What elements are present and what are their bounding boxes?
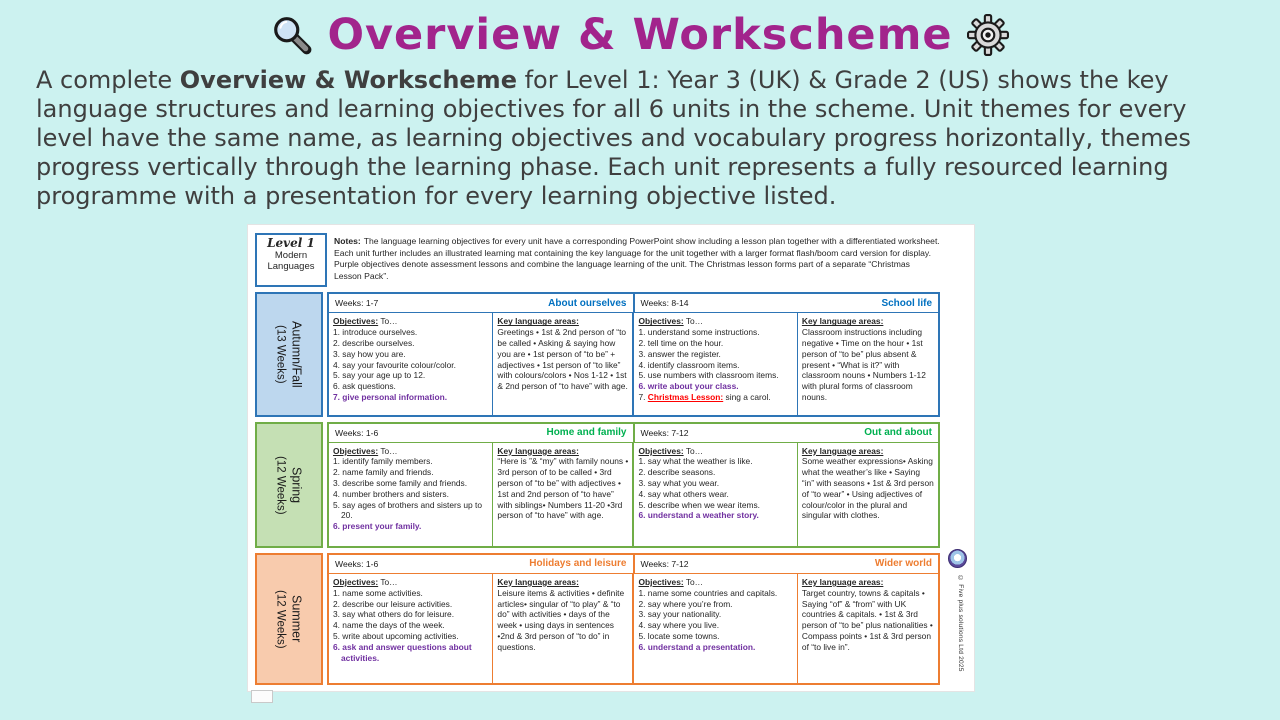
objective-item: 2. name family and friends.	[333, 467, 434, 478]
level-title: Level 1	[267, 236, 315, 250]
season-band-autumn	[255, 292, 940, 416]
objective-item: 2. tell time on the hour.	[638, 337, 724, 348]
key-language-heading: Key language areas:	[801, 316, 884, 327]
objective-item: 1. introduce ourselves.	[333, 327, 418, 338]
key-language-text: Target country, towns & capitals • Saying “of” & “from” with UK countries & capitals. • 1st & 3rd person of “to be” plus nationalities • Compass points • 1st & 3rd person of “to live in”.	[801, 587, 933, 652]
objectives-heading: Objectives: To…	[333, 445, 398, 456]
objective-item: 3. say what others do for leisure.	[333, 609, 455, 620]
objectives-cell	[633, 574, 797, 683]
magnifying-glass-icon	[271, 14, 313, 56]
season-weeks: (12 Weeks)	[274, 455, 287, 515]
key-language-heading: Key language areas:	[497, 576, 579, 587]
unit-weeks: Weeks: 1-7	[335, 298, 379, 309]
objective-item: 1. say what the weather is like.	[638, 456, 753, 467]
objectives-cell	[329, 574, 493, 683]
notes	[334, 233, 940, 287]
objective-assessment: 6. understand a weather story.	[638, 510, 759, 521]
notes-text: The language learning objectives for every unit have a corresponding PowerPoint show including a lesson plan together with a differentiated worksheet. Each unit further includes an illustrated learning mat containing the key language for the unit together with a larger format flash/boom card version for display. Purple objectives denote assessment lessons and combine the language learning of the unit. The Christmas lesson forms part of a separate “Christmas Lesson Pack”.	[334, 236, 940, 281]
key-language-text: Leisure items & activities • definite articles• singular of “to play” & “to do” with activities • days of the week • using days in sentences •2nd & 3rd person of “to do” in questions.	[497, 587, 625, 652]
objective-item: 1. identify family members.	[333, 456, 433, 467]
key-language-cell	[493, 443, 633, 546]
season-table-autumn	[327, 292, 940, 416]
unit-weeks: Weeks: 7-12	[640, 558, 689, 569]
copyright-text: © Five plus solutions Ltd 2025	[957, 575, 964, 672]
season-weeks: (12 Weeks)	[274, 589, 287, 649]
unit-theme: Holidays and leisure	[529, 558, 627, 570]
unit-theme: Home and family	[546, 427, 627, 439]
level-subtitle-1: Modern	[274, 250, 308, 261]
key-language-cell	[798, 443, 938, 546]
objective-item: 3. say your nationality.	[638, 609, 722, 620]
objectives-cell	[329, 443, 493, 546]
objective-item: 4. say where you live.	[638, 620, 720, 631]
level-subtitle-2: Languages	[267, 261, 315, 272]
objective-item: 2. describe seasons.	[638, 467, 716, 478]
unit-body-row	[329, 313, 938, 414]
unit-weeks: Weeks: 8-14	[640, 298, 689, 309]
unit-header-row	[329, 294, 938, 313]
objective-assessment: 6. ask and answer questions about activities.	[333, 641, 472, 663]
key-language-cell	[493, 574, 633, 683]
unit-weeks: Weeks: 1-6	[335, 558, 379, 569]
intro-rest: for Level 1: Year 3 (UK) & Grade 2 (US) shows the key language structures and learning objectives for all 6 units in the scheme. Unit themes for every level have the same name, as learning objectives and vocabulary progress horizontally, themes progress vertically through the learning phase. Each unit represents a fully resourced learning programme with a presentation for every learning objective listed.	[36, 66, 1191, 210]
slide-header	[0, 10, 1280, 60]
key-language-text: “Here is ”& “my” with family nouns • 3rd person of to be called • 3rd person of “to be” with adjectives • 1st and 2nd person of “to have” with siblings• Numbers 11-20 •3rd person of “to have” with age.	[497, 456, 629, 521]
unit-theme: Wider world	[874, 558, 932, 570]
unit-body-row	[329, 443, 938, 546]
unit-theme: School life	[881, 297, 932, 309]
key-language-text: Greetings • 1st & 2nd person of “to be called • Asking & saying how you are • 1st person of “to be” + adjectives • 1st person of “to like” with colours/colors • Nos 1-12 • 1st & 2nd person of “to have” with age.	[497, 327, 628, 392]
season-label-spring	[255, 422, 323, 548]
objective-item: 1. understand some instructions.	[638, 327, 760, 338]
objective-item: 3. answer the register.	[638, 348, 721, 359]
season-label-autumn	[255, 292, 323, 416]
objective-item: 3. say how you are.	[333, 348, 406, 359]
unit-header-wider-world	[635, 555, 939, 573]
unit-header-home-and-family	[329, 424, 635, 442]
key-language-cell	[798, 574, 938, 683]
objectives-heading: Objectives: To…	[638, 576, 704, 587]
objective-item: 5. use numbers with classroom items.	[638, 370, 779, 381]
page-title: Overview & Workscheme	[327, 10, 953, 60]
objective-christmas: 7. Christmas Lesson: sing a carol.	[638, 391, 771, 402]
intro-bold: Overview & Workscheme	[179, 66, 517, 94]
unit-header-holidays-and-leisure	[329, 555, 635, 573]
key-language-heading: Key language areas:	[497, 445, 579, 456]
objective-assessment: 7. give personal information.	[333, 391, 448, 402]
key-language-heading: Key language areas:	[801, 576, 884, 587]
unit-header-row	[329, 555, 938, 574]
key-language-cell	[798, 313, 938, 414]
objective-item: 6. ask questions.	[333, 381, 396, 392]
objective-item: 4. say what others wear.	[638, 488, 729, 499]
objectives-cell	[633, 443, 797, 546]
season-table-spring	[327, 422, 940, 548]
season-table-summer	[327, 553, 940, 685]
objective-item: 5. locate some towns.	[638, 630, 720, 641]
objective-item: 4. number brothers and sisters.	[333, 488, 449, 499]
objective-item: 4. say your favourite colour/color.	[333, 359, 456, 370]
key-language-text: Classroom instructions including negative • Time on the hour • 1st person of “to be” plus absent & present • “What is it?” with classroom nouns • Numbers 1-12 with plural forms of classroom nouns.	[801, 327, 926, 402]
objective-item: 2. describe ourselves.	[333, 337, 415, 348]
unit-theme: About ourselves	[548, 297, 627, 309]
key-language-heading: Key language areas:	[497, 316, 579, 327]
season-band-spring	[255, 422, 940, 548]
season-band-summer	[255, 553, 940, 685]
key-language-cell	[493, 313, 633, 414]
workscheme-sheet	[247, 224, 975, 692]
objective-item: 3. say what you wear.	[638, 478, 720, 489]
season-weeks: (13 Weeks)	[274, 325, 287, 384]
worksheet-header	[255, 233, 940, 287]
unit-header-school-life	[635, 294, 939, 312]
gear-icon	[967, 14, 1009, 56]
notes-label: Notes:	[334, 236, 361, 246]
objective-item: 5. say your age up to 12.	[333, 370, 426, 381]
objective-item: 1. name some countries and capitals.	[638, 587, 778, 598]
key-language-heading: Key language areas:	[801, 445, 884, 456]
publisher-logo	[948, 549, 967, 568]
objectives-heading: Objectives: To…	[333, 316, 398, 327]
intro-paragraph	[36, 66, 1251, 211]
objective-assessment: 6. present your family.	[333, 521, 422, 532]
objective-item: 1. name some activities.	[333, 587, 423, 598]
objective-item: 5. say ages of brothers and sisters up to 20.	[333, 499, 482, 521]
unit-theme: Out and about	[864, 427, 932, 439]
objective-assessment: 6. write about your class.	[638, 381, 739, 392]
slide-artifact	[251, 690, 273, 703]
season-name: Summer	[289, 595, 304, 643]
objectives-heading: Objectives: To…	[638, 316, 704, 327]
objective-item: 4. identify classroom items.	[638, 359, 740, 370]
objective-item: 2. say where you’re from.	[638, 598, 733, 609]
workscheme-inner	[248, 225, 974, 691]
objectives-heading: Objectives: To…	[638, 445, 704, 456]
objectives-cell	[633, 313, 797, 414]
season-name: Autumn/Fall	[289, 321, 304, 388]
key-language-text: Some weather expressions• Asking what the weather’s like • Saying “in” with seasons • 1st & 3rd person of “to wear” • Using adjectives of colour/color in the plural and singular with clothes.	[801, 456, 934, 521]
unit-body-row	[329, 574, 938, 683]
unit-weeks: Weeks: 7-12	[640, 427, 689, 438]
unit-header-about-ourselves	[329, 294, 635, 312]
objective-item: 4. name the days of the week.	[333, 620, 445, 631]
season-name: Spring	[289, 466, 304, 503]
season-label-summer	[255, 553, 323, 685]
objective-assessment: 6. understand a presentation.	[638, 641, 756, 652]
objective-item: 3. describe some family and friends.	[333, 478, 468, 489]
unit-weeks: Weeks: 1-6	[335, 427, 379, 438]
unit-header-out-and-about	[635, 424, 939, 442]
level-box	[255, 233, 327, 287]
objectives-cell	[329, 313, 493, 414]
objective-item: 5. write about upcoming activities.	[333, 630, 459, 641]
objective-item: 5. describe when we wear items.	[638, 499, 760, 510]
intro-lead: A complete	[36, 66, 180, 94]
objective-item: 2. describe our leisure activities.	[333, 598, 453, 609]
unit-header-row	[329, 424, 938, 443]
objectives-heading: Objectives: To…	[333, 576, 398, 587]
